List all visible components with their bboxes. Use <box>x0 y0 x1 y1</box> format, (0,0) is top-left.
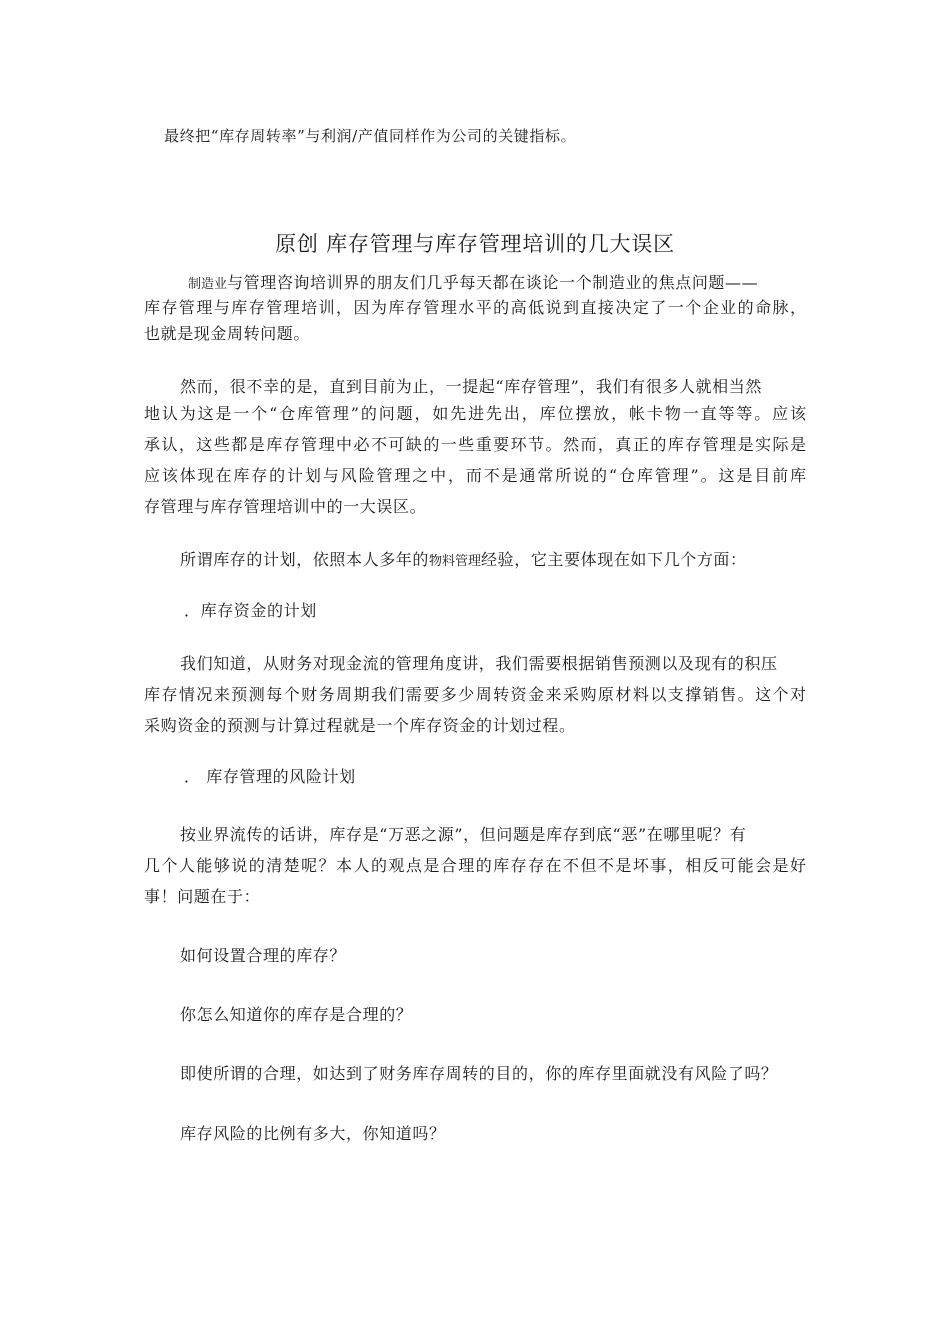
p1-small-lead: 制造业 <box>188 277 228 292</box>
p5-line2: 几个人能够说的清楚呢？本人的观点是合理的库存存在不但不是坏事，相反可能会是好 <box>144 856 806 875</box>
page-title: 原创 库存管理与库存管理培训的几大误区 <box>275 232 675 256</box>
p1-line1-rest: 与管理咨询培训界的朋友们几乎每天都在谈论一个制造业的焦点问题—— <box>227 273 759 292</box>
p3-small: 物料管理 <box>429 554 482 569</box>
p1-line2: 库存管理与库存管理培训，因为库存管理水平的高低说到直接决定了一个企业的命脉， <box>144 298 806 317</box>
p2-line1: 然而，很不幸的是，直到目前为止，一提起“库存管理”，我们有很多人就相当然 <box>180 377 762 396</box>
section-heading-2: ． 库存管理的风险计划 <box>184 767 356 786</box>
question-item: 你怎么知道你的库存是合理的？ <box>180 1005 413 1024</box>
intro-line: 最终把“库存周转率”与利润/产值同样作为公司的关键指标。 <box>164 127 577 145</box>
p2-line5: 存管理与库存管理培训中的一大误区。 <box>144 497 427 516</box>
p1-line3: 也就是现金周转问题。 <box>144 324 311 343</box>
p2-line2: 地认为这是一个“仓库管理”的问题，如先进先出，库位摆放，帐卡物一直等等。应该 <box>144 404 806 423</box>
p5-line3: 事！问题在于： <box>144 887 261 906</box>
p2-line4: 应该体现在库存的计划与风险管理之中，而不是通常所说的“仓库管理”。这是目前库 <box>144 466 806 485</box>
p3-line <box>180 547 747 570</box>
p1-line1 <box>188 270 758 293</box>
question-item: 如何设置合理的库存？ <box>180 946 347 965</box>
p4-line2: 库存情况来预测每个财务周期我们需要多少周转资金来采购原材料以支撑销售。这个对 <box>144 685 806 704</box>
section-heading-1: ．库存资金的计划 <box>184 601 317 620</box>
p5-line1: 按业界流传的话讲，库存是“万恶之源”，但问题是库存到底“恶”在哪里呢？有 <box>180 825 747 844</box>
p4-line1: 我们知道，从财务对现金流的管理角度讲，我们需要根据销售预测以及现有的积压 <box>180 654 778 673</box>
p3-after: 经验，它主要体现在如下几个方面： <box>481 550 747 569</box>
p3-before: 所谓库存的计划，依照本人多年的 <box>180 550 430 569</box>
p2-line3: 承认，这些都是库存管理中必不可缺的一些重要环节。然而，真正的库存管理是实际是 <box>144 435 806 454</box>
p4-line3: 采购资金的预测与计算过程就是一个库存资金的计划过程。 <box>144 716 576 735</box>
question-item: 即使所谓的合理，如达到了财务库存周转的目的，你的库存里面就没有风险了吗？ <box>180 1064 778 1083</box>
question-item: 库存风险的比例有多大，你知道吗？ <box>180 1124 446 1143</box>
